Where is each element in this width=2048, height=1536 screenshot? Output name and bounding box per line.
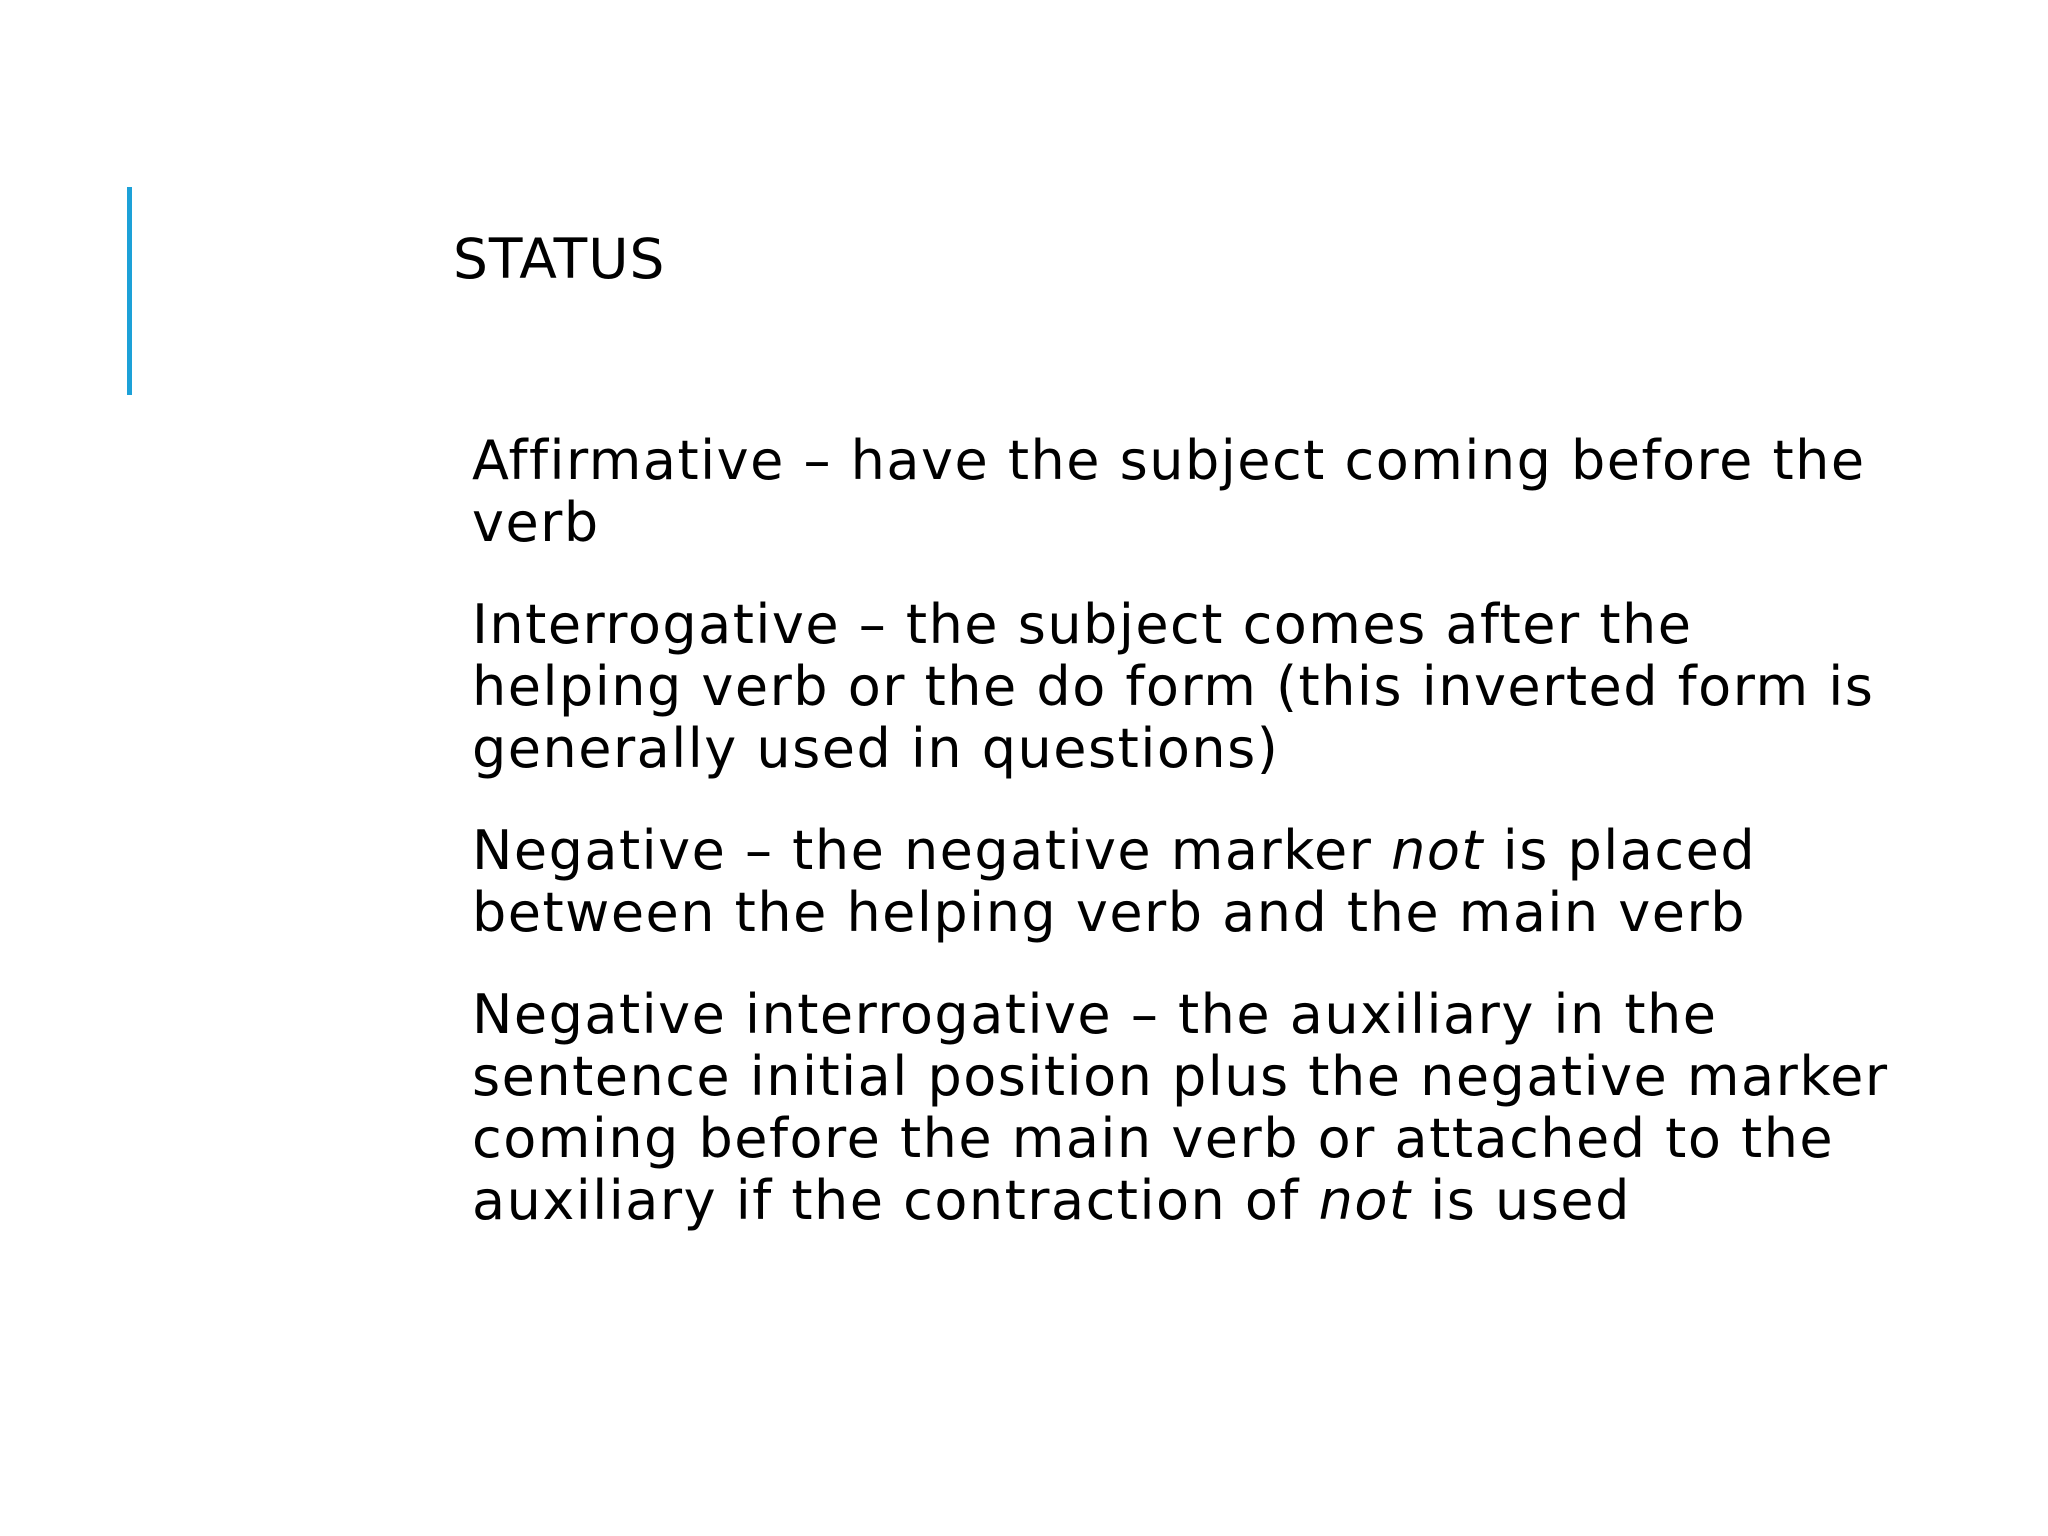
bullet-interrogative [472,594,1912,780]
bullet-text: Affirmative – have the subject coming before the verb [472,429,1866,554]
bullet-text: Interrogative – the subject comes after the helping verb or the do form (this inverted form is generally used in questions) [472,593,1875,780]
bullet-negative [472,820,1912,944]
bullet-emphasis: not [1318,1169,1412,1232]
bullet-negative-interrogative [472,984,1912,1232]
bullet-affirmative [472,430,1912,554]
title-accent-bar [127,187,132,395]
bullet-text: Negative interrogative – the auxiliary in the sentence initial position plus the negative marker coming before the main verb or attached to the auxiliary if the contraction of [472,983,1889,1232]
bullet-list [472,430,1912,1272]
bullet-text: is used [1411,1169,1631,1232]
bullet-emphasis: not [1391,819,1485,882]
slide-title: STATUS [453,227,666,291]
bullet-text: Negative – the negative marker [472,819,1392,882]
bullet-text: is placed between the helping verb and the main verb [472,819,1757,944]
